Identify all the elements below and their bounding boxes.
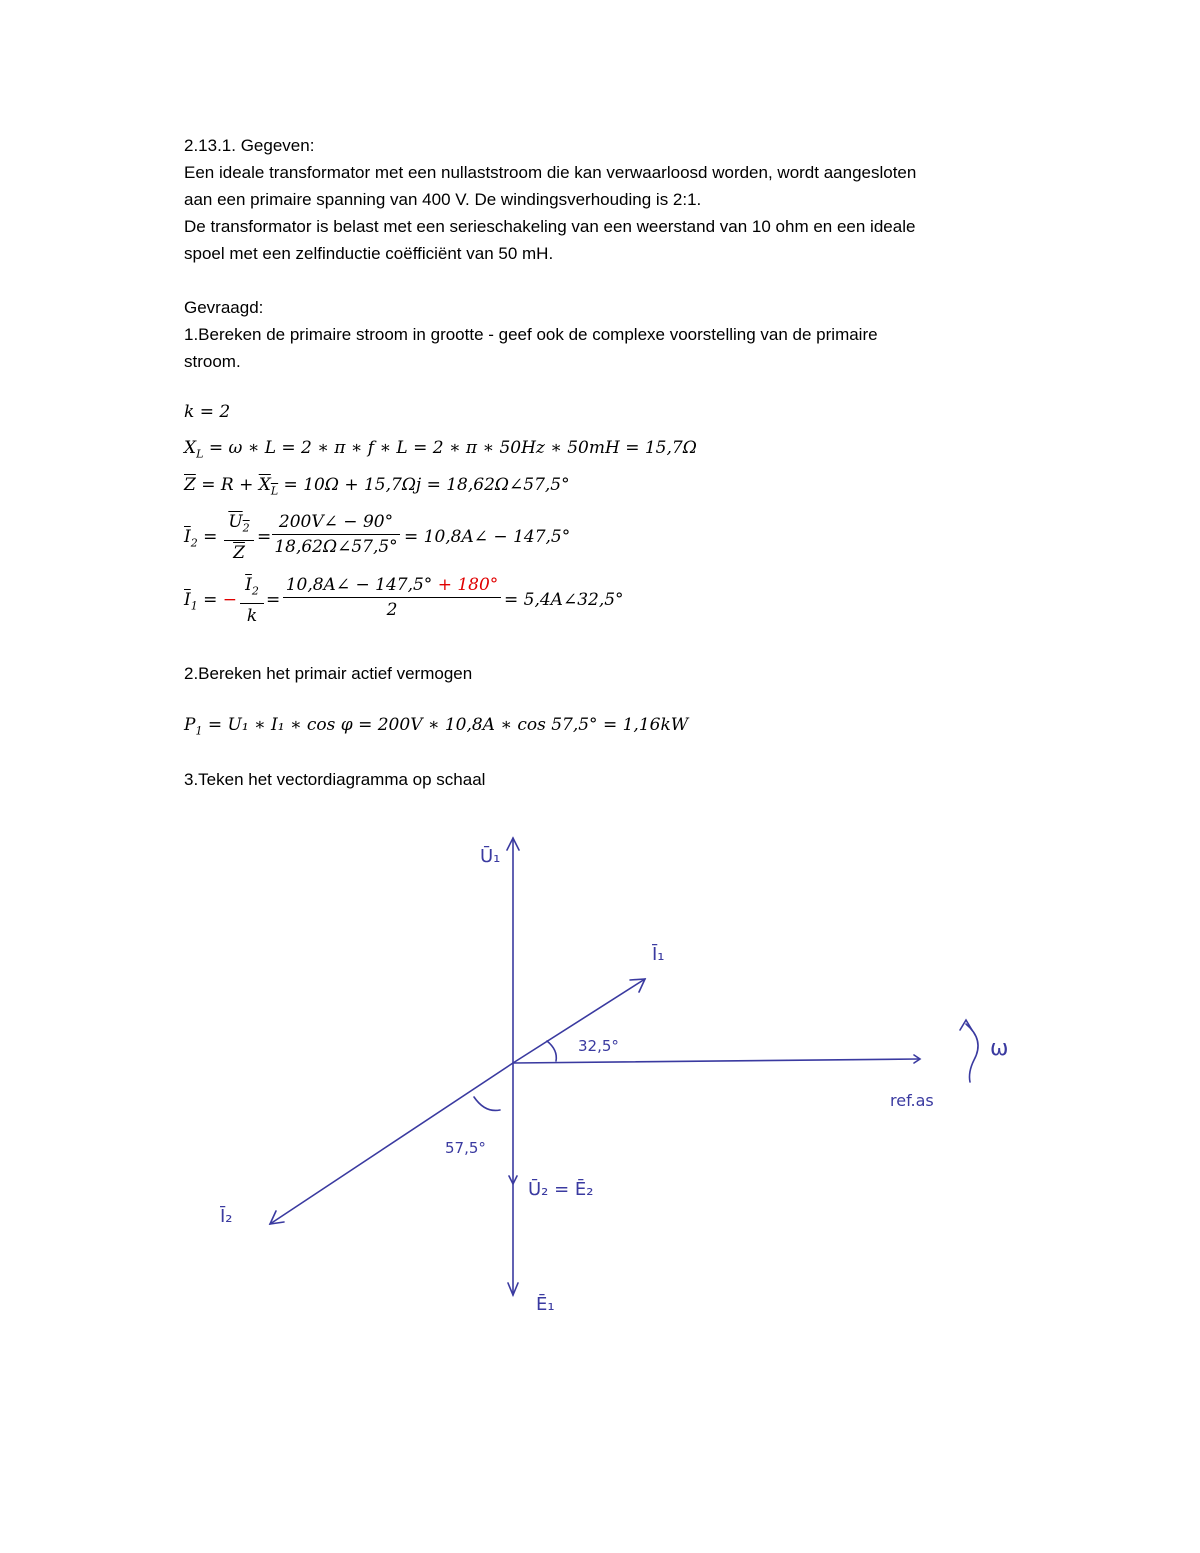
label-u1: Ū₁ (480, 846, 501, 867)
question-1-line-2: stroom. (184, 352, 241, 371)
eq-i1-frac-left: $\frac{\overline{I}_2}{k}$ (240, 573, 264, 628)
label-ref-axis: ref.as (890, 1091, 934, 1110)
eq-i1-den-left: k (246, 606, 258, 627)
angle-arc-32 (547, 1041, 556, 1061)
label-angle-57: 57,5° (445, 1139, 486, 1157)
eq-p1: $P_1 = U_1$ ∗ I₁ ∗ cos φ = 200V ∗ 10,8A ∗ cos 57,5° = 1,16kW (184, 715, 689, 738)
eq-i1-eq: = (266, 590, 281, 610)
eq-i1-lhs: $\overline{I}_1$ = − (184, 590, 238, 613)
eq-z-mid: = R + (201, 475, 259, 495)
eq-i1-num-red: + 180° (432, 575, 499, 595)
eq-i2-result: = 10,8A∠ − 147,5° (404, 527, 571, 547)
label-angle-32: 32,5° (578, 1037, 619, 1055)
eq-z: $\overline{Z} = R + X_L = 10\Omega + 15,7\Omega j$ = 18,62Ω∠57,5° (184, 475, 570, 498)
label-e1: Ē₁ (536, 1294, 555, 1315)
eq-z-rest: = 10Ω + 15,7Ωj = 18,62Ω∠57,5° (283, 475, 570, 495)
given-line-3: De transformator is belast met een serieschakeling van een weerstand van 10 ohm en een ideale (184, 217, 916, 236)
eq-i2-eq: = (257, 527, 272, 547)
asked-heading: Gevraagd: (184, 298, 264, 317)
given-line-2: aan een primaire spanning van 400 V. De windingsverhouding is 2:1. (184, 190, 702, 209)
eq-i1-num-right: 10,8A∠ − 147,5° (285, 575, 433, 595)
eq-xl: $X_L = \omega$ ∗ L = 2 ∗ π ∗ f ∗ L = 2 ∗ π ∗ 50Hz ∗ 50mH = 15,7Ω (184, 438, 697, 461)
eq-i2-den-right: 18,62Ω∠57,5° (274, 537, 398, 557)
eq-k: k = 2 (184, 402, 231, 422)
angle-arc-57 (474, 1097, 500, 1110)
given-heading: 2.13.1. Gegeven: (184, 136, 315, 155)
question-3: 3.Teken het vectordiagramma op schaal (184, 770, 486, 789)
eq-i1-num-left: $\overline{I}$ (245, 575, 252, 595)
given-line-1: Een ideale transformator met een nullaststroom die kan verwaarloosd worden, wordt aangesloten (184, 163, 917, 182)
given-line-4: spoel met een zelfinductie coëfficiënt van 50 mH. (184, 244, 554, 263)
eq-i2-den-left: Z (233, 543, 245, 564)
eq-p1-rest: = U₁ ∗ I₁ ∗ cos φ = 200V ∗ 10,8A ∗ cos 57,5° = 1,16kW (207, 715, 689, 735)
eq-i2-frac-left: $\frac{U_2}{Z}$ (224, 510, 254, 565)
eq-i2-num-left: U (228, 512, 243, 532)
label-i1: Ī₁ (652, 944, 665, 965)
label-omega: ω (990, 1036, 1009, 1061)
reference-axis (513, 1059, 918, 1063)
question-2: 2.Bereken het primair actief vermogen (184, 664, 473, 683)
eq-i2-lhs: $\overline{I}_2$ = (184, 527, 218, 550)
eq-i2-num-right: 200V∠ − 90° (272, 510, 400, 535)
label-i2: Ī₂ (220, 1206, 233, 1227)
eq-i1-minus: − (222, 590, 238, 610)
eq-xl-rest: = ω ∗ L = 2 ∗ π ∗ f ∗ L = 2 ∗ π ∗ 50Hz ∗ 50mH = 15,7Ω (208, 438, 697, 458)
question-1-line-1: 1.Bereken de primaire stroom in grootte - geef ook de complexe voorstelling van de primaire (184, 325, 878, 344)
eq-i1-den-right: 2 (386, 600, 398, 620)
label-u2-e2: Ū₂ = Ē₂ (528, 1179, 594, 1200)
omega-arc (966, 1024, 978, 1082)
eq-i1-result: = 5,4A∠32,5° (504, 590, 624, 610)
